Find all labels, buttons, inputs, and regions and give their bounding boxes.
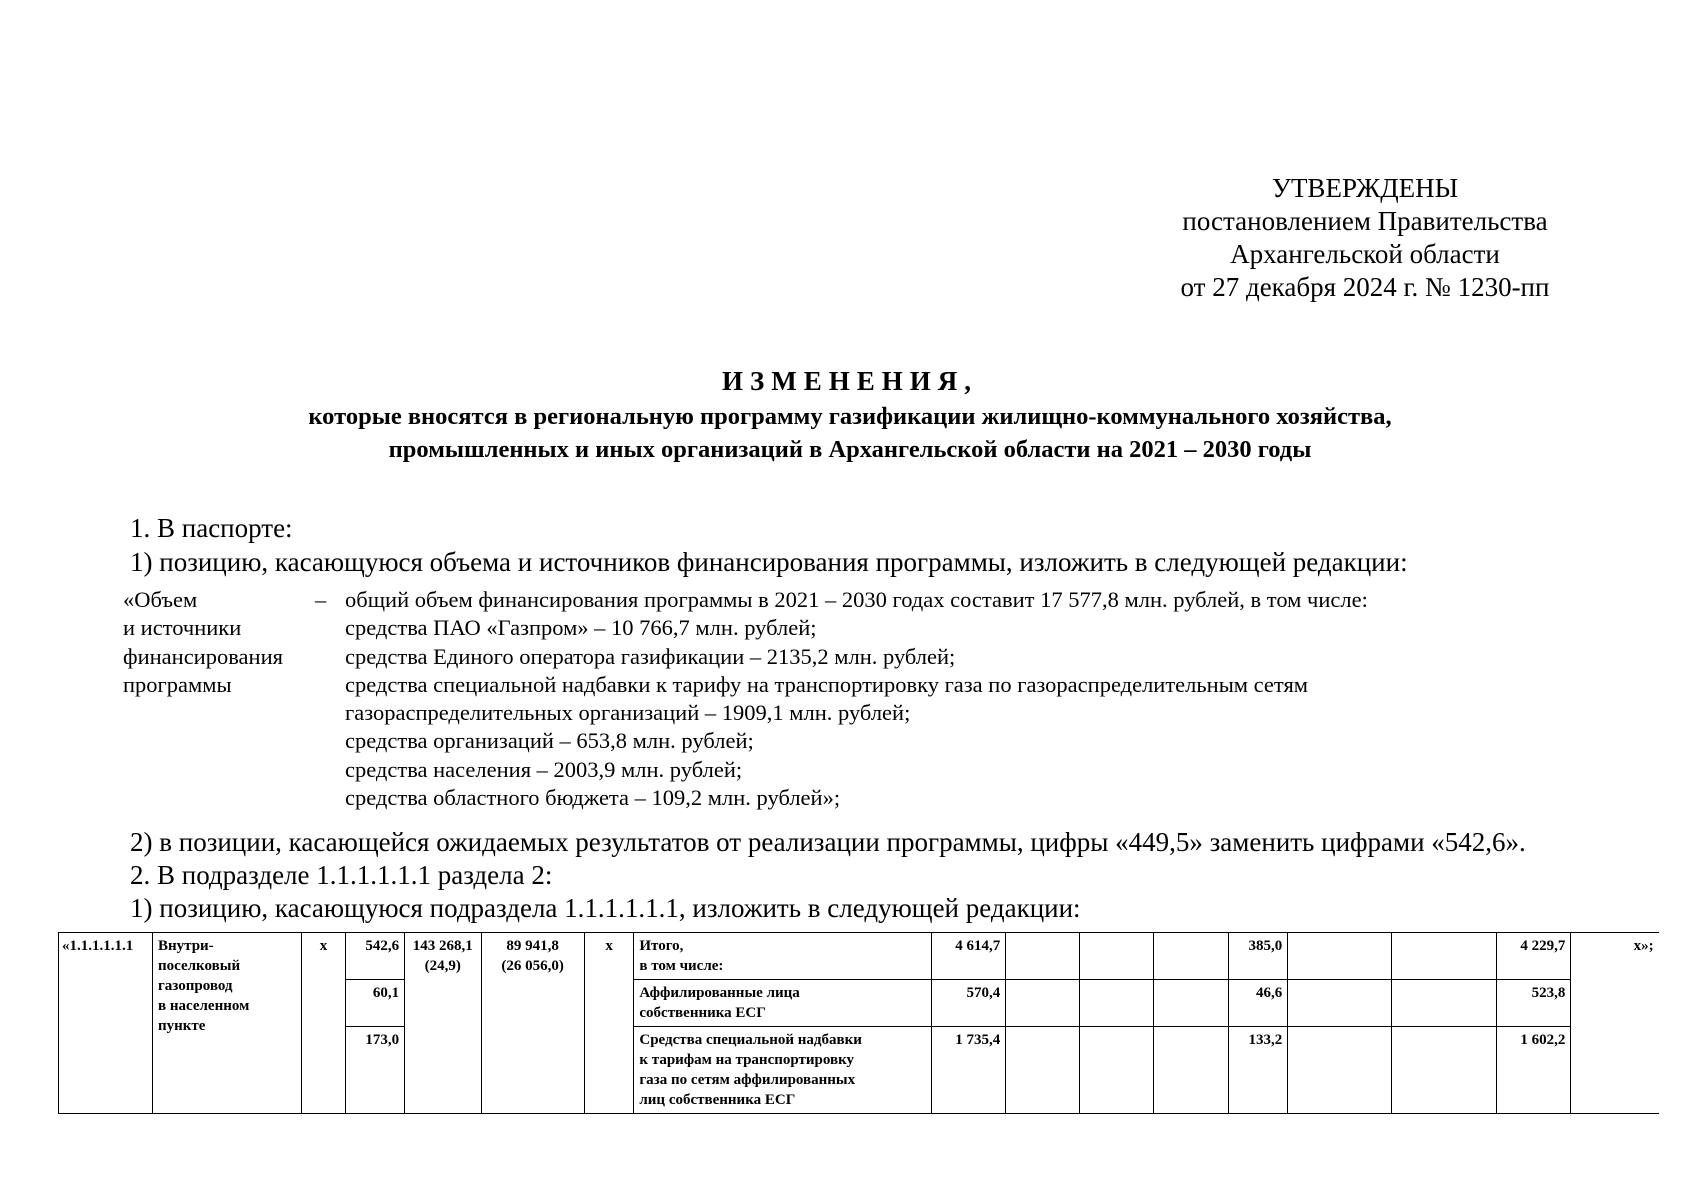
total-cell: 4 614,7 xyxy=(931,933,1005,980)
empty-cell xyxy=(1006,1027,1079,1114)
paragraph-1-2: 2) в позиции, касающейся ожидаемых результатов от реализации программы, цифры «449,5» заменить цифрами «542,6». xyxy=(130,827,1526,857)
length-cell: 542,6 xyxy=(346,933,405,980)
passport-line: средства организаций – 653,8 млн. рублей; xyxy=(345,728,754,754)
paragraph-2-1: 1) позицию, касающуюся подраздела 1.1.1.1.1.1, изложить в следующей редакции: xyxy=(130,893,1081,923)
source-line: газа по сетям аффилированных xyxy=(639,1072,856,1088)
empty-cell xyxy=(1288,933,1391,980)
empty-cell xyxy=(1154,1027,1229,1114)
passport-label-line: программы xyxy=(123,671,232,697)
empty-cell xyxy=(1154,980,1229,1027)
passport-line: средства населения – 2003,9 млн. рублей; xyxy=(345,756,743,782)
table-row xyxy=(59,933,1667,980)
table-trail-cell xyxy=(1659,933,1666,1114)
name-line: поселковый xyxy=(158,958,241,974)
passport-line: средства Единого оператора газификации – 2135,2 млн. рублей; xyxy=(345,643,956,669)
source-line: к тарифам на транспортировку xyxy=(639,1052,855,1068)
passport-line: средства областного бюджета – 109,2 млн. рублей»; xyxy=(345,785,841,811)
name-line: в населенном xyxy=(158,998,250,1014)
value-a-line: (24,9) xyxy=(424,958,461,974)
title-heading: ИЗМЕНЕНИЯ, xyxy=(721,366,978,396)
year-value-cell: 133,2 xyxy=(1229,1027,1288,1114)
name-line: Внутри- xyxy=(158,938,214,954)
total-cell: 570,4 xyxy=(931,980,1005,1027)
year-value-cell-2: 1 602,2 xyxy=(1496,1027,1570,1114)
empty-cell xyxy=(1006,933,1079,980)
value-a-cell xyxy=(405,933,481,1114)
empty-cell xyxy=(1154,933,1229,980)
source-line: Средства специальной надбавки xyxy=(639,1032,862,1048)
source-cell xyxy=(634,933,932,980)
year-value-cell-2: 4 229,7 xyxy=(1496,933,1570,980)
empty-cell xyxy=(1391,933,1496,980)
passport-line: средства специальной надбавки к тарифу на транспортировку газа по газораспределительным сетям xyxy=(345,671,1309,697)
approval-line-3: Архангельской области xyxy=(1230,239,1500,269)
approval-line-4: от 27 декабря 2024 г. № 1230-пп xyxy=(1180,272,1550,302)
empty-cell xyxy=(1079,933,1153,980)
source-line: собственника ЕСГ xyxy=(639,1005,766,1021)
name-line: газопровод xyxy=(158,978,233,994)
document-title xyxy=(60,362,1640,466)
source-line: Итого, xyxy=(639,938,684,954)
title-line-2: промышленных и иных организаций в Архангельской области на 2021 – 2030 годы xyxy=(388,436,1312,463)
passport-label-line: «Объем xyxy=(123,587,198,612)
paragraph-2: 2. В подразделе 1.1.1.1.1.1 раздела 2: xyxy=(130,860,553,890)
empty-cell xyxy=(1006,980,1079,1027)
empty-cell xyxy=(1079,1027,1153,1114)
empty-cell xyxy=(1288,980,1391,1027)
passport-line: средства ПАО «Газпром» – 10 766,7 млн. рублей; xyxy=(345,615,817,641)
table-code-cell: «1.1.1.1.1.1 xyxy=(59,933,153,1114)
value-b-line: (26 056,0) xyxy=(501,958,564,974)
table-name-cell xyxy=(153,933,302,1114)
empty-cell xyxy=(1079,980,1153,1027)
passport-line: газораспределительных организаций – 1909,1 млн. рублей; xyxy=(345,700,911,726)
approval-line-1: УТВЕРЖДЕНЫ xyxy=(1271,173,1459,203)
empty-cell xyxy=(1391,980,1496,1027)
year-value-cell: 385,0 xyxy=(1229,933,1288,980)
passport-label-line: и источники xyxy=(123,615,242,641)
table-x-cell-2: х xyxy=(584,933,634,1114)
passport-text xyxy=(345,586,1615,812)
name-line: пункте xyxy=(158,1018,206,1034)
paragraph-1-1: 1) позицию, касающуюся объема и источников финансирования программы, изложить в следующей редакции: xyxy=(130,547,1408,577)
source-line: в том числе: xyxy=(639,958,724,974)
title-line-1: которые вносятся в региональную программу газификации жилищно-коммунального хозяйства, xyxy=(308,403,1392,430)
year-value-cell-2: 523,8 xyxy=(1496,980,1570,1027)
value-b-line: 89 941,8 xyxy=(506,938,559,954)
total-cell: 1 735,4 xyxy=(931,1027,1005,1114)
approval-block xyxy=(1150,172,1580,304)
passport-label xyxy=(123,586,303,699)
table-end-cell: х»; xyxy=(1571,933,1659,1114)
empty-cell xyxy=(1391,1027,1496,1114)
source-cell xyxy=(634,980,932,1027)
length-cell: 60,1 xyxy=(346,980,405,1027)
passport-dash: – xyxy=(315,587,327,612)
source-line: Аффилированные лица xyxy=(639,985,800,1001)
source-line: лиц собственника ЕСГ xyxy=(639,1092,796,1108)
length-cell: 173,0 xyxy=(346,1027,405,1114)
value-a-line: 143 268,1 xyxy=(412,938,473,954)
passport-label-line: финансирования xyxy=(123,643,283,669)
approval-line-2: постановлением Правительства xyxy=(1182,206,1548,236)
program-table xyxy=(58,932,1666,1114)
passport-line: общий объем финансирования программы в 2021 – 2030 годах составит 17 577,8 млн. рублей, в том числе: xyxy=(345,587,1368,612)
value-b-cell xyxy=(481,933,584,1114)
year-value-cell: 46,6 xyxy=(1229,980,1288,1027)
paragraph-1: 1. В паспорте: xyxy=(130,513,293,543)
empty-cell xyxy=(1288,1027,1391,1114)
source-cell xyxy=(634,1027,932,1114)
table-x-cell: х xyxy=(301,933,345,1114)
